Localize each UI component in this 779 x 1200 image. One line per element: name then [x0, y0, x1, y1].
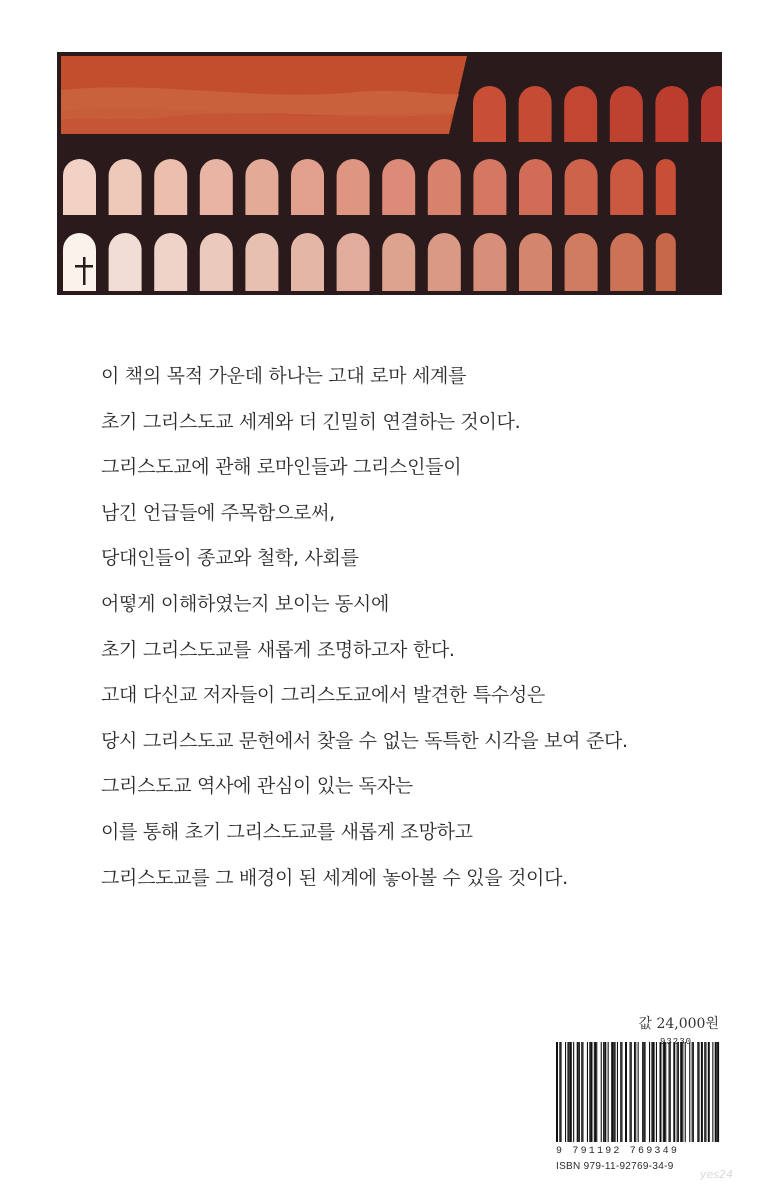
barcode-bar: [591, 1042, 593, 1142]
blurb-line: 당대인들이 종교와 철학, 사회를: [101, 547, 359, 570]
arch: [610, 233, 643, 291]
barcode-bar: [708, 1042, 710, 1142]
barcode-bar: [692, 1042, 693, 1142]
barcode-bar: [693, 1042, 694, 1142]
arch: [291, 159, 324, 215]
arch: [245, 159, 278, 215]
barcode-bar: [581, 1042, 582, 1142]
barcode-bar: [697, 1042, 698, 1142]
arch: [656, 233, 676, 291]
arch: [519, 159, 552, 215]
arch: [428, 159, 461, 215]
barcode-bar: [559, 1042, 560, 1142]
arch: [473, 86, 506, 142]
barcode-bar: [638, 1042, 639, 1142]
arch: [701, 86, 722, 142]
barcode-digits: 9 791192 769349: [556, 1146, 680, 1157]
arch: [109, 159, 142, 215]
arch: [610, 159, 643, 215]
barcode-bar: [630, 1042, 631, 1142]
barcode-bar: [569, 1042, 570, 1142]
arch: [610, 86, 643, 142]
arch: [154, 159, 187, 215]
barcode-bar: [608, 1042, 609, 1142]
barcode-bar: [645, 1042, 646, 1142]
barcode-bar: [651, 1042, 652, 1142]
barcode-bar: [649, 1042, 650, 1142]
barcode-bar: [705, 1042, 706, 1142]
barcode-bar: [596, 1042, 597, 1142]
barcode-bar: [673, 1042, 675, 1142]
barcode-bar: [617, 1042, 618, 1142]
barcode-bar: [620, 1042, 621, 1142]
barcode-bar: [704, 1042, 705, 1142]
barcode-bar: [685, 1042, 686, 1142]
barcode-bar: [570, 1042, 572, 1142]
arch: [382, 159, 415, 215]
barcode-bar: [567, 1042, 568, 1142]
barcode-bar: [587, 1042, 588, 1142]
barcode-bar: [678, 1042, 679, 1142]
barcode-bar: [603, 1042, 604, 1142]
arch: [291, 233, 324, 291]
sky: [61, 56, 467, 134]
barcode-bar: [682, 1042, 683, 1142]
barcode-bar: [689, 1042, 690, 1142]
arch: [519, 233, 552, 291]
barcode-bar: [677, 1042, 678, 1142]
barcode-bar: [665, 1042, 666, 1142]
isbn-barcode: [554, 1034, 720, 1146]
blurb-line: 이 책의 목적 가운데 하나는 고대 로마 세계를: [101, 365, 467, 387]
blurb-line: 당시 그리스도교 문헌에서 찾을 수 없는 독특한 시각을 보여 준다.: [101, 729, 628, 752]
blurb-line: 이를 통해 초기 그리스도교를 새롭게 조망하고: [101, 820, 473, 843]
watermark: yes24: [700, 1168, 734, 1181]
price-label: 값 24,000원: [638, 1016, 719, 1032]
arch: [473, 233, 506, 291]
arch: [63, 233, 96, 291]
blurb-line: 그리스도교에 관해 로마인들과 그리스인들이: [101, 456, 462, 479]
barcode-bar: [656, 1042, 657, 1142]
barcode-bar: [670, 1042, 671, 1142]
blurb-line: 남긴 언급들에 주목함으로써,: [101, 501, 335, 524]
barcode-bar: [625, 1042, 627, 1142]
arch: [564, 86, 597, 142]
barcode-bar: [594, 1042, 595, 1142]
isbn-number: ISBN 979-11-92769-34-9: [556, 1161, 674, 1172]
barcode-bar: [615, 1042, 616, 1142]
arch: [200, 159, 233, 215]
barcode-bar: [712, 1042, 713, 1142]
barcode-bar: [699, 1042, 700, 1142]
barcode-bar: [664, 1042, 665, 1142]
blurb-line: 고대 다신교 저자들이 그리스도교에서 발견한 특수성은: [101, 684, 545, 707]
arch: [337, 159, 370, 215]
barcode-bar: [669, 1042, 670, 1142]
arch: [428, 233, 461, 291]
arch: [565, 159, 598, 215]
barcode-bar: [642, 1042, 643, 1142]
barcode-bar: [611, 1042, 613, 1142]
cross-vertical: [83, 257, 86, 285]
barcode-bar: [660, 1042, 662, 1142]
arch: [63, 159, 96, 215]
arch: [382, 233, 415, 291]
barcode-bar: [717, 1042, 718, 1142]
barcode-bar: [653, 1042, 655, 1142]
barcode-bar: [621, 1042, 622, 1142]
back-cover-blurb: [101, 354, 721, 901]
blurb-line: 그리스도교를 그 배경이 된 세계에 놓아볼 수 있을 것이다.: [101, 866, 568, 889]
colosseum-illustration: [57, 52, 722, 295]
arch: [473, 159, 506, 215]
barcode-bar: [680, 1042, 682, 1142]
barcode-bar: [634, 1042, 635, 1142]
arch: [655, 86, 688, 142]
barcode-bar: [604, 1042, 606, 1142]
barcode-bar: [613, 1042, 614, 1142]
barcode-addon-number: 93230: [660, 1037, 693, 1047]
arch: [337, 233, 370, 291]
barcode-bar: [582, 1042, 583, 1142]
barcode-bar: [631, 1042, 632, 1142]
blurb-line: 초기 그리스도교를 새롭게 조명하고자 한다.: [101, 638, 455, 661]
barcode-bar: [556, 1042, 558, 1142]
barcode-bar: [601, 1042, 602, 1142]
barcode-bar: [663, 1042, 664, 1142]
blurb-line: 어떻게 이해하였는지 보이는 동시에: [101, 592, 390, 615]
barcode-bar: [635, 1042, 636, 1142]
blurb-line: 초기 그리스도교 세계와 더 긴밀히 연결하는 것이다.: [101, 410, 521, 433]
cross-horizontal: [75, 265, 93, 268]
barcode-bar: [565, 1042, 566, 1142]
arch: [109, 233, 142, 291]
barcode-bar: [561, 1042, 562, 1142]
barcode-bar: [718, 1042, 719, 1142]
barcode-bar: [589, 1042, 590, 1142]
barcode-bar: [715, 1042, 717, 1142]
arch: [200, 233, 233, 291]
barcode-bar: [595, 1042, 596, 1142]
arch: [565, 233, 598, 291]
barcode-bar: [573, 1042, 574, 1142]
arch: [519, 86, 552, 142]
barcode-bar: [701, 1042, 703, 1142]
barcode-bar: [643, 1042, 644, 1142]
arch: [245, 233, 278, 291]
blurb-line: 그리스도교 역사에 관심이 있는 독자는: [101, 775, 413, 798]
arch: [154, 233, 187, 291]
barcode-bar: [579, 1042, 580, 1142]
barcode-bar: [577, 1042, 579, 1142]
arch: [656, 159, 676, 215]
